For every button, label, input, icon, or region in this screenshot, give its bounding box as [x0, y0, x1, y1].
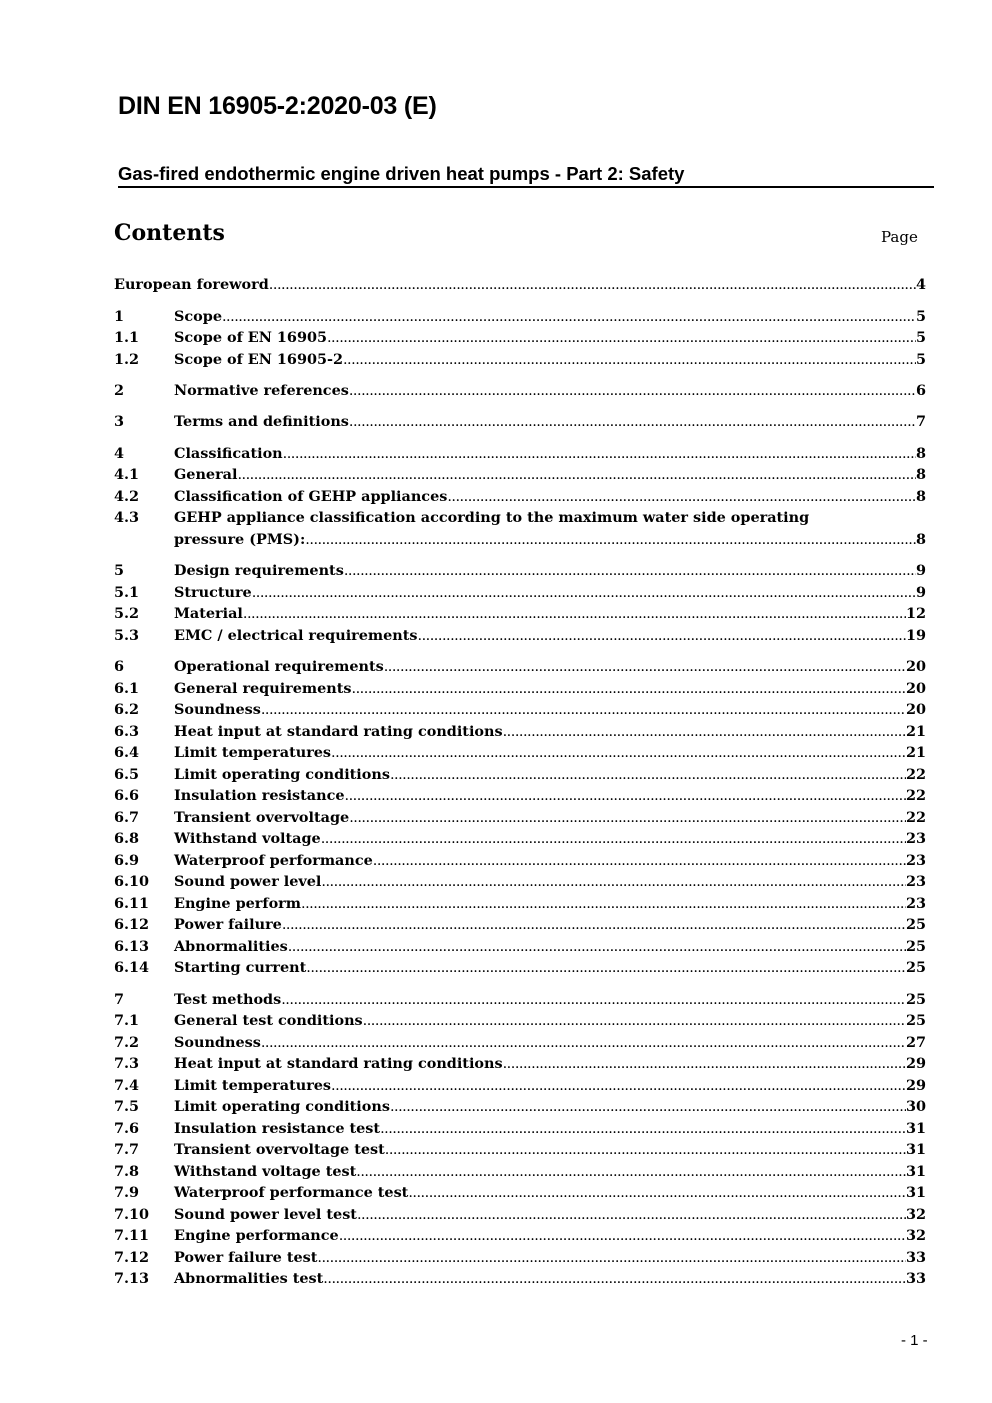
- document-title: Gas-fired endothermic engine driven heat pumps - Part 2: Safety: [118, 163, 685, 184]
- toc-entry-page: 6: [915, 382, 926, 399]
- toc-entry-title: Transient overvoltage test: [174, 1141, 385, 1158]
- dot-leader: [380, 1120, 906, 1138]
- toc-entry[interactable]: [114, 991, 926, 1009]
- toc-entry[interactable]: [114, 1098, 926, 1116]
- toc-entry-number: 4: [114, 445, 125, 462]
- toc-entry-page: 31: [905, 1184, 926, 1201]
- toc-entry-title: Power failure: [174, 916, 282, 933]
- toc-entry-number: 7.4: [114, 1077, 140, 1094]
- toc-entry-title: Transient overvoltage: [174, 809, 350, 826]
- toc-entry-number: 6.1: [114, 680, 140, 697]
- toc-entry-number: 1.2: [114, 351, 140, 368]
- toc-entry-number: 6.11: [114, 895, 150, 912]
- toc-entry-title: Classification of GEHP appliances: [174, 488, 448, 505]
- dot-leader: [390, 766, 906, 784]
- dot-leader: [306, 959, 906, 977]
- toc-entry[interactable]: [114, 1034, 926, 1052]
- toc-entry[interactable]: [114, 276, 926, 294]
- dot-leader: [390, 1098, 906, 1116]
- toc-entry-number: 5.1: [114, 584, 140, 601]
- toc-entry-title: Engine perform: [174, 895, 301, 912]
- toc-entry-number: 1: [114, 308, 125, 325]
- toc-entry-page: 9: [915, 562, 926, 579]
- toc-entry-page: 23: [905, 873, 926, 890]
- toc-entry[interactable]: [114, 1163, 926, 1181]
- dot-leader: [301, 895, 906, 913]
- dot-leader: [327, 329, 916, 347]
- toc-entry[interactable]: [114, 627, 926, 645]
- dot-leader: [321, 873, 906, 891]
- toc-entry-number: 6: [114, 658, 125, 675]
- toc-entry[interactable]: [114, 916, 926, 934]
- title-rule: [118, 186, 934, 188]
- toc-entry-number: 6.12: [114, 916, 150, 933]
- toc-entry-title: European foreword: [114, 276, 269, 293]
- toc-entry[interactable]: [114, 658, 926, 676]
- toc-entry[interactable]: [114, 488, 926, 506]
- toc-entry-title: Waterproof performance: [174, 852, 373, 869]
- toc-entry-page: 12: [905, 605, 926, 622]
- toc-entry-page: 31: [905, 1163, 926, 1180]
- toc-entry-page: 29: [905, 1055, 926, 1072]
- dot-leader: [503, 723, 906, 741]
- toc-entry-number: 5.3: [114, 627, 140, 644]
- toc-entry-title: GEHP appliance classification according to the maximum water side operating: [174, 509, 810, 526]
- dot-leader: [343, 351, 916, 369]
- toc-entry-page: 21: [905, 744, 926, 761]
- toc-entry-number: 6.9: [114, 852, 140, 869]
- toc-entry-page: 23: [905, 895, 926, 912]
- toc-entry[interactable]: [114, 584, 926, 602]
- dot-leader: [447, 488, 916, 506]
- toc-entry-number: 7.3: [114, 1055, 140, 1072]
- dot-leader: [345, 787, 906, 805]
- toc-entry-page: 4: [915, 276, 926, 293]
- toc-entry-number: 7.10: [114, 1206, 150, 1223]
- toc-entry-title: Insulation resistance: [174, 787, 345, 804]
- toc-entry-number: 2: [114, 382, 125, 399]
- dot-leader: [385, 1141, 906, 1159]
- toc-entry-title: Structure: [174, 584, 252, 601]
- toc-entry-page: 25: [905, 938, 926, 955]
- toc-entry-number: 7.13: [114, 1270, 150, 1287]
- toc-entry-title: General test conditions: [174, 1012, 363, 1029]
- toc-entry-title: Limit operating conditions: [174, 766, 390, 783]
- dot-leader: [323, 1270, 906, 1288]
- toc-entry-number: 7.5: [114, 1098, 140, 1115]
- toc-entry-page: 22: [905, 766, 926, 783]
- toc-entry-page: 23: [905, 852, 926, 869]
- toc-entry-title: Engine performance: [174, 1227, 339, 1244]
- dot-leader: [317, 1249, 906, 1267]
- toc-entry-page: 22: [905, 809, 926, 826]
- page-number: - 1 -: [901, 1332, 928, 1349]
- toc-entry-title: General requirements: [174, 680, 352, 697]
- toc-entry[interactable]: [114, 351, 926, 369]
- toc-entry-page: 8: [915, 531, 926, 548]
- toc-entry-title: Classification: [174, 445, 283, 462]
- dot-leader: [349, 413, 916, 431]
- toc-entry-title: Sound power level: [174, 873, 322, 890]
- dot-leader: [252, 584, 916, 602]
- toc-entry-page: 22: [905, 787, 926, 804]
- toc-entry-title: Normative references: [174, 382, 349, 399]
- toc-entry-number: 7.6: [114, 1120, 140, 1137]
- toc-entry-page: 27: [905, 1034, 926, 1051]
- toc-entry-title: Test methods: [174, 991, 282, 1008]
- toc-entry[interactable]: [114, 308, 926, 326]
- dot-leader: [418, 627, 906, 645]
- toc-entry-page: 30: [905, 1098, 926, 1115]
- dot-leader: [356, 1163, 906, 1181]
- toc-entry[interactable]: [114, 445, 926, 463]
- toc-entry-title: Sound power level test: [174, 1206, 357, 1223]
- toc-entry[interactable]: [114, 809, 926, 827]
- dot-leader: [288, 938, 906, 956]
- document-id: DIN EN 16905-2:2020-03 (E): [118, 92, 437, 120]
- toc-entry[interactable]: [114, 382, 926, 400]
- toc-entry-number: 6.2: [114, 701, 140, 718]
- dot-leader: [222, 308, 916, 326]
- dot-leader: [331, 1077, 906, 1095]
- toc-entry-number: 3: [114, 413, 125, 430]
- toc-entry[interactable]: [114, 873, 926, 891]
- toc-entry[interactable]: [114, 680, 926, 698]
- page-column-label: Page: [881, 228, 918, 246]
- toc-entry-number: 5: [114, 562, 125, 579]
- toc-entry[interactable]: [114, 466, 926, 484]
- dot-leader: [305, 531, 916, 549]
- dot-leader: [344, 562, 916, 580]
- toc-entry-number: 6.5: [114, 766, 140, 783]
- toc-entry[interactable]: [114, 1077, 926, 1095]
- toc-entry[interactable]: [114, 413, 926, 431]
- toc-entry[interactable]: [114, 1206, 926, 1224]
- toc-entry[interactable]: [114, 1055, 926, 1073]
- dot-leader: [261, 701, 906, 719]
- dot-leader: [373, 852, 906, 870]
- toc-entry-number: 7.7: [114, 1141, 140, 1158]
- toc-entry-page: 25: [905, 916, 926, 933]
- toc-entry[interactable]: [114, 562, 926, 580]
- toc-entry-title: Withstand voltage: [174, 830, 321, 847]
- toc-entry-number: 7: [114, 991, 125, 1008]
- toc-entry-page: 7: [915, 413, 926, 430]
- toc-entry[interactable]: [114, 605, 926, 623]
- dot-leader: [503, 1055, 906, 1073]
- dot-leader: [349, 382, 916, 400]
- toc-entry-number: 5.2: [114, 605, 140, 622]
- toc-entry-page: 31: [905, 1120, 926, 1137]
- toc-entry-number: 6.6: [114, 787, 140, 804]
- toc-entry-page: 33: [905, 1249, 926, 1266]
- toc-entry[interactable]: [114, 1141, 926, 1159]
- toc-entry[interactable]: [114, 1120, 926, 1138]
- toc-entry-title: Operational requirements: [174, 658, 384, 675]
- toc-entry-title: Abnormalities test: [174, 1270, 324, 1287]
- toc-entry[interactable]: [114, 1270, 926, 1288]
- toc-entry-title: Limit temperatures: [174, 1077, 332, 1094]
- toc-entry-title: Abnormalities: [174, 938, 288, 955]
- toc-entry-number: 6.14: [114, 959, 150, 976]
- toc-entry-page: 25: [905, 991, 926, 1008]
- toc-entry[interactable]: [114, 509, 926, 548]
- toc-entry-page: 33: [905, 1270, 926, 1287]
- toc-entry-page: 32: [905, 1227, 926, 1244]
- toc-entry[interactable]: [114, 1184, 926, 1202]
- toc-entry-number: 7.2: [114, 1034, 140, 1051]
- toc-entry-title: Scope of EN 16905-2: [174, 351, 343, 368]
- dot-leader: [243, 605, 906, 623]
- toc-entry-title: Power failure test: [174, 1249, 318, 1266]
- toc-entry-number: 6.8: [114, 830, 140, 847]
- toc-entry-number: 7.9: [114, 1184, 140, 1201]
- toc-entry-title: Soundness: [174, 1034, 261, 1051]
- toc-entry-title: Limit operating conditions: [174, 1098, 390, 1115]
- toc-entry[interactable]: [114, 1012, 926, 1030]
- toc-entry-title: Soundness: [174, 701, 261, 718]
- toc-entry-title: Terms and definitions: [174, 413, 349, 430]
- toc-entry-number: 7.8: [114, 1163, 140, 1180]
- contents-heading: Contents: [114, 220, 225, 246]
- toc-entry-number: 1.1: [114, 329, 140, 346]
- toc-entry-number: 6.3: [114, 723, 140, 740]
- toc-entry-number: 6.10: [114, 873, 150, 890]
- toc-entry-page: 20: [905, 658, 926, 675]
- dot-leader: [339, 1227, 906, 1245]
- toc-entry-title: Scope of EN 16905: [174, 329, 327, 346]
- dot-leader: [331, 744, 906, 762]
- toc-entry-page: 31: [905, 1141, 926, 1158]
- toc-entry-title: Heat input at standard rating conditions: [174, 1055, 503, 1072]
- toc-entry-continuation: [114, 531, 926, 549]
- toc-entry-page: 32: [905, 1206, 926, 1223]
- dot-leader: [363, 1012, 906, 1030]
- toc-entry[interactable]: [114, 895, 926, 913]
- dot-leader: [352, 680, 906, 698]
- toc-entry[interactable]: [114, 1249, 926, 1267]
- toc-entry-title: General: [174, 466, 238, 483]
- toc-entry[interactable]: [114, 938, 926, 956]
- dot-leader: [283, 445, 916, 463]
- toc-entry[interactable]: [114, 852, 926, 870]
- toc-entry[interactable]: [114, 329, 926, 347]
- toc-entry[interactable]: [114, 701, 926, 719]
- toc-entry-page: 21: [905, 723, 926, 740]
- toc-entry-title: Limit temperatures: [174, 744, 332, 761]
- toc-entry-number: 6.4: [114, 744, 140, 761]
- dot-leader: [408, 1184, 906, 1202]
- toc-entry-page: 9: [915, 584, 926, 601]
- toc-entry-page: 25: [905, 959, 926, 976]
- toc-entry[interactable]: [114, 787, 926, 805]
- toc-entry-page: 20: [905, 701, 926, 718]
- dot-leader: [321, 830, 906, 848]
- toc-entry[interactable]: [114, 1227, 926, 1245]
- toc-entry-number: 6.13: [114, 938, 150, 955]
- dot-leader: [357, 1206, 906, 1224]
- toc-entry-title: Material: [174, 605, 243, 622]
- toc-entry-page: 5: [915, 329, 926, 346]
- toc-entry-title-continuation: pressure (PMS):: [174, 531, 306, 548]
- toc-entry-title: Insulation resistance test: [174, 1120, 381, 1137]
- toc-entry[interactable]: [114, 766, 926, 784]
- toc-entry-page: 25: [905, 1012, 926, 1029]
- toc-entry-page: 8: [915, 445, 926, 462]
- dot-leader: [384, 658, 906, 676]
- toc-entry-page: 8: [915, 488, 926, 505]
- dot-leader: [349, 809, 906, 827]
- toc-entry-page: 20: [905, 680, 926, 697]
- toc-entry[interactable]: [114, 959, 926, 977]
- toc-entry-title: Heat input at standard rating conditions: [174, 723, 503, 740]
- toc-entry[interactable]: [114, 744, 926, 762]
- dot-leader: [269, 276, 916, 294]
- toc-entry-number: 7.1: [114, 1012, 140, 1029]
- dot-leader: [282, 916, 906, 934]
- toc-entry-page: 23: [905, 830, 926, 847]
- toc-entry-page: 29: [905, 1077, 926, 1094]
- toc-entry-page: 5: [915, 308, 926, 325]
- dot-leader: [237, 466, 916, 484]
- toc-entry-page: 5: [915, 351, 926, 368]
- toc-entry-title: Starting current: [174, 959, 307, 976]
- toc-entry-number: 7.12: [114, 1249, 150, 1266]
- toc-entry-page: 8: [915, 466, 926, 483]
- dot-leader: [261, 1034, 906, 1052]
- toc-entry-page: 19: [905, 627, 926, 644]
- toc-entry-number: 4.1: [114, 466, 140, 483]
- toc-entry-number: 7.11: [114, 1227, 150, 1244]
- toc-entry[interactable]: [114, 723, 926, 741]
- toc-entry-title: Withstand voltage test: [174, 1163, 357, 1180]
- toc-entry-title: Scope: [174, 308, 222, 325]
- toc-entry-title: Waterproof performance test: [174, 1184, 409, 1201]
- toc-entry-number: 6.7: [114, 809, 140, 826]
- toc-entry-title: EMC / electrical requirements: [174, 627, 418, 644]
- toc-entry-title: Design requirements: [174, 562, 344, 579]
- toc-entry-number: 4.3: [114, 509, 140, 526]
- dot-leader: [281, 991, 906, 1009]
- toc-entry[interactable]: [114, 830, 926, 848]
- toc-entry-number: 4.2: [114, 488, 140, 505]
